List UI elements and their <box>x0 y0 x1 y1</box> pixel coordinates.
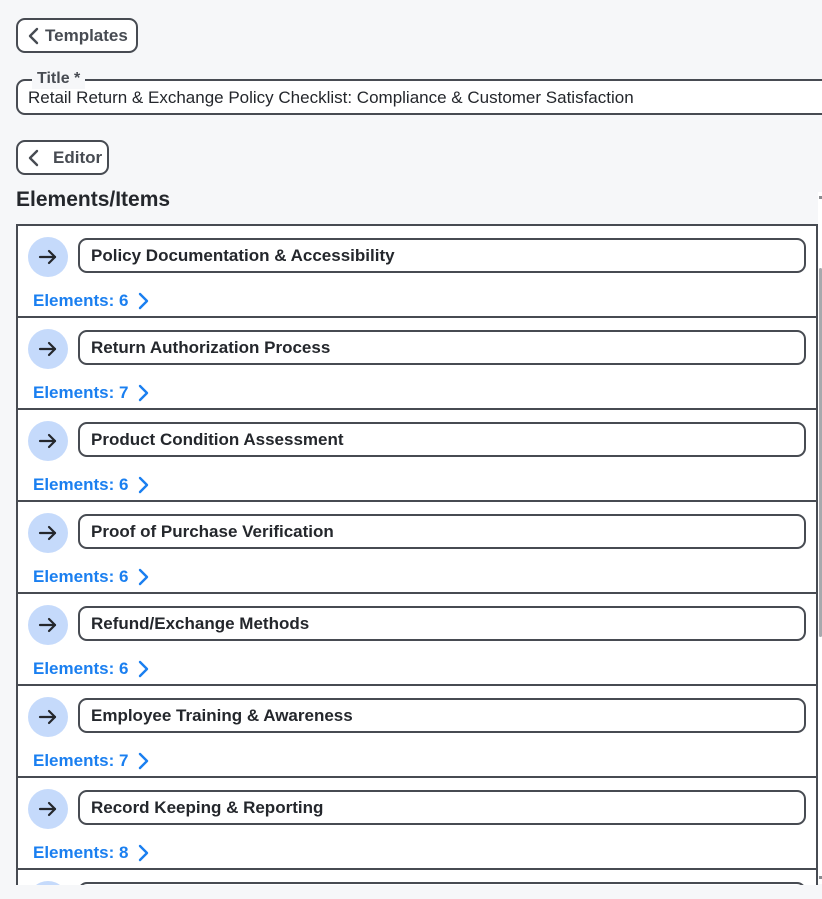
elements-link[interactable] <box>33 751 149 771</box>
open-item-button[interactable] <box>28 789 68 829</box>
item-name-field[interactable]: Proof of Purchase Verification <box>78 514 806 549</box>
item-name-field[interactable]: Policy Documentation & Accessibility <box>78 238 806 273</box>
item-name-field[interactable]: Return Authorization Process <box>78 330 806 365</box>
open-item-button[interactable] <box>28 697 68 737</box>
chevron-right-icon <box>137 568 149 586</box>
back-to-editor-label: Editor <box>53 147 103 167</box>
list-item <box>18 686 816 778</box>
elements-count: Elements: 6 <box>33 659 129 678</box>
chevron-left-icon <box>27 149 41 167</box>
arrow-right-icon <box>37 430 59 452</box>
list-item <box>18 226 816 318</box>
elements-count: Elements: 8 <box>33 843 129 862</box>
arrow-right-icon <box>37 706 59 728</box>
list-item-partial <box>18 870 816 885</box>
elements-count: Elements: 7 <box>33 383 129 402</box>
list-item <box>18 502 816 594</box>
items-list[interactable] <box>16 224 818 885</box>
open-item-button[interactable] <box>28 605 68 645</box>
open-item-button[interactable] <box>28 421 68 461</box>
list-item <box>18 778 816 870</box>
section-heading: Elements/Items <box>16 188 171 211</box>
elements-count: Elements: 7 <box>33 751 129 770</box>
item-name-field[interactable] <box>78 882 806 885</box>
chevron-left-icon <box>27 27 41 45</box>
item-name-field[interactable]: Product Condition Assessment <box>78 422 806 457</box>
elements-link[interactable] <box>33 291 149 311</box>
list-item <box>18 594 816 686</box>
elements-count: Elements: 6 <box>33 475 129 494</box>
item-name-field[interactable]: Record Keeping & Reporting <box>78 790 806 825</box>
chevron-right-icon <box>137 844 149 862</box>
elements-count: Elements: 6 <box>33 291 129 310</box>
arrow-right-icon <box>37 522 59 544</box>
elements-count: Elements: 6 <box>33 567 129 586</box>
arrow-right-icon <box>37 614 59 636</box>
item-name-field[interactable]: Refund/Exchange Methods <box>78 606 806 641</box>
arrow-right-icon <box>37 798 59 820</box>
chevron-right-icon <box>137 752 149 770</box>
item-name-field[interactable]: Employee Training & Awareness <box>78 698 806 733</box>
chevron-right-icon <box>137 476 149 494</box>
elements-link[interactable] <box>33 475 149 495</box>
open-item-button[interactable] <box>28 237 68 277</box>
elements-link[interactable] <box>33 383 149 403</box>
back-to-templates-label: Templates <box>45 25 128 45</box>
elements-link[interactable] <box>33 659 149 679</box>
list-item <box>18 318 816 410</box>
arrow-right-icon <box>37 338 59 360</box>
open-item-button[interactable] <box>28 329 68 369</box>
open-item-button[interactable] <box>28 513 68 553</box>
elements-link[interactable] <box>33 843 149 863</box>
arrow-right-icon <box>37 246 59 268</box>
list-item <box>18 410 816 502</box>
back-to-templates-button[interactable] <box>16 18 138 53</box>
title-field[interactable] <box>16 70 822 115</box>
chevron-right-icon <box>137 384 149 402</box>
title-field-label: Title * <box>32 69 85 89</box>
open-item-button[interactable] <box>28 881 68 885</box>
elements-link[interactable] <box>33 567 149 587</box>
back-to-editor-button[interactable] <box>16 140 109 175</box>
title-input[interactable] <box>28 88 818 108</box>
chevron-right-icon <box>137 292 149 310</box>
chevron-right-icon <box>137 660 149 678</box>
